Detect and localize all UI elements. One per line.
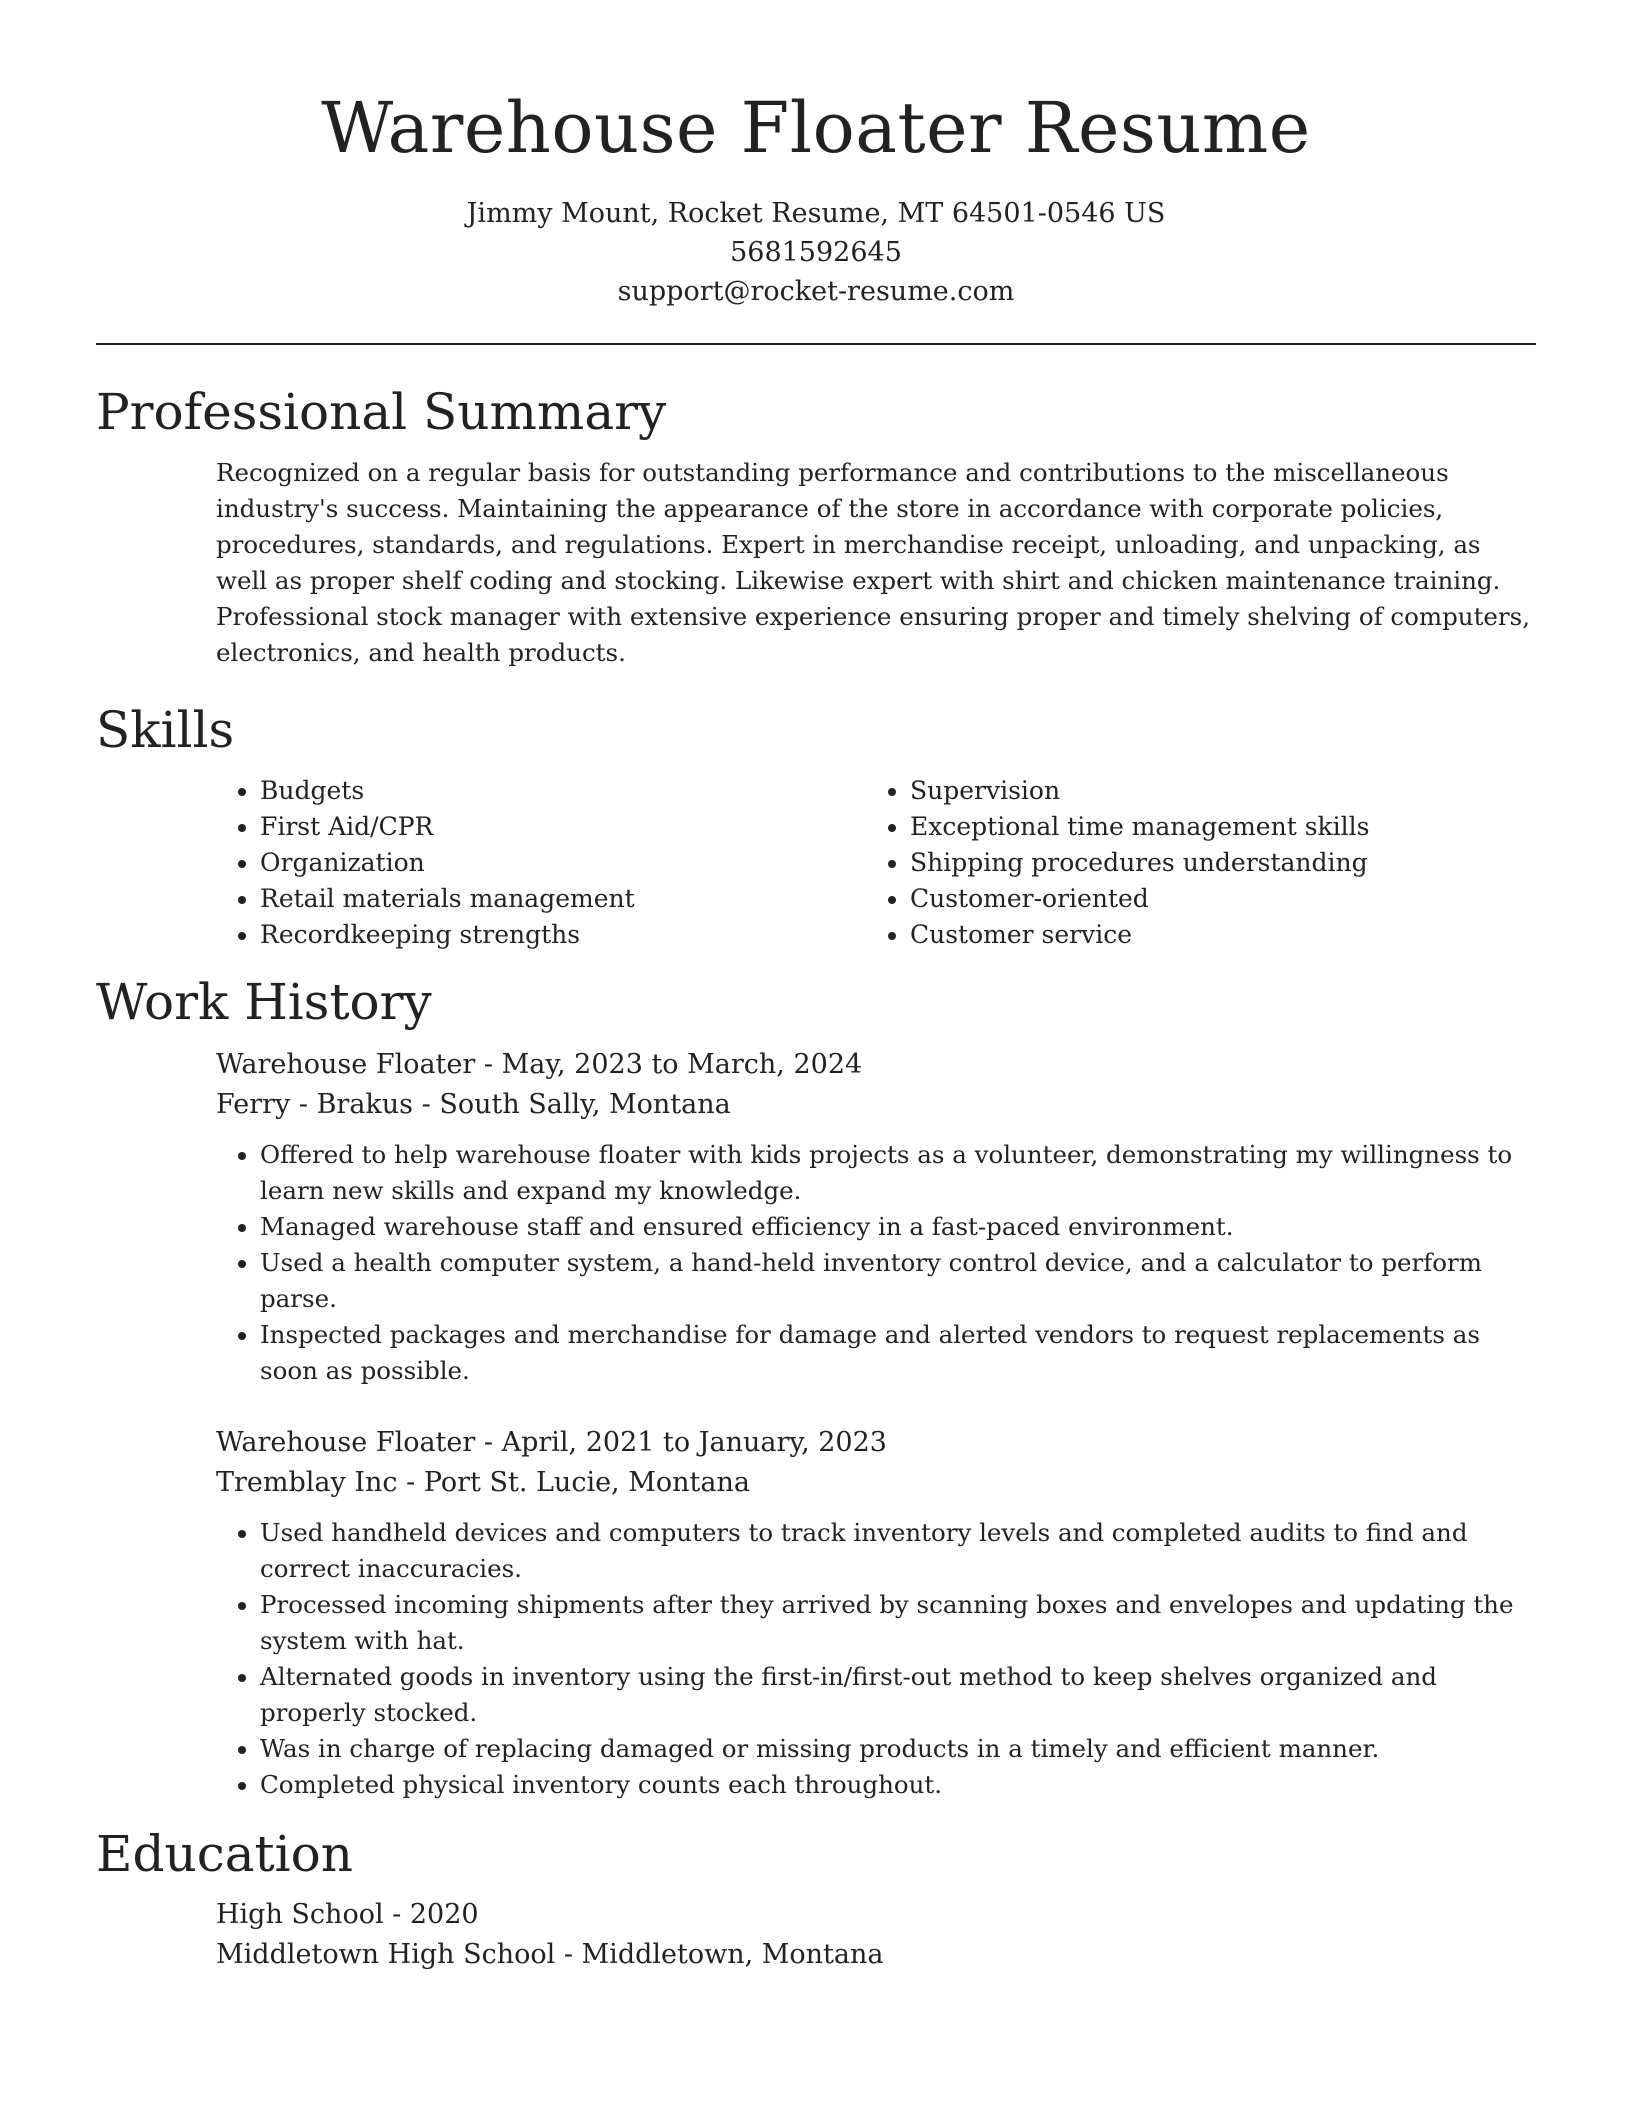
skill-item: • Customer-oriented — [910, 881, 1516, 917]
skill-item: • First Aid/CPR — [260, 809, 866, 845]
contact-phone: 5681592645 — [730, 237, 902, 268]
education-heading: Education — [96, 1825, 353, 1883]
resume-header — [96, 0, 1536, 311]
header-divider — [96, 343, 1536, 345]
job-employer-line — [216, 1463, 1536, 1503]
job-entry — [216, 1423, 1536, 1803]
education-location: - Middletown, Montana — [555, 1939, 884, 1970]
contact-info — [96, 194, 1536, 311]
education-degree-line — [216, 1895, 1536, 1935]
job-bullets — [216, 1137, 1536, 1389]
job-bullet: • Managed warehouse staff and ensured efficiency in a fast-paced environment. — [260, 1209, 1536, 1245]
skill-item: • Retail materials management — [260, 881, 866, 917]
skill-item: • Supervision — [910, 773, 1516, 809]
job-entry — [216, 1045, 1536, 1389]
education-year: - 2020 — [383, 1899, 479, 1930]
resume-title: Warehouse Floater Resume — [321, 87, 1311, 169]
job-employer: Tremblay Inc — [216, 1467, 398, 1498]
skill-item: • Shipping procedures understanding — [910, 845, 1516, 881]
job-title: Warehouse Floater — [216, 1049, 476, 1080]
job-bullet: • Completed physical inventory counts each throughout. — [260, 1767, 1536, 1803]
skills-list — [216, 773, 1536, 953]
skill-item: • Recordkeeping strengths — [260, 917, 866, 953]
job-title-line — [216, 1423, 1536, 1463]
skills-column-1 — [216, 773, 866, 953]
job-bullet: • Was in charge of replacing damaged or missing products in a timely and efficient manner. — [260, 1731, 1536, 1767]
job-employer-line — [216, 1085, 1536, 1125]
summary-heading: Professional Summary — [96, 383, 667, 441]
job-location: - Port St. Lucie, Montana — [397, 1467, 750, 1498]
job-location: - South Sally, Montana — [413, 1089, 731, 1120]
job-employer: Ferry - Brakus — [216, 1089, 414, 1120]
job-bullet: • Used a health computer system, a hand-held inventory control device, and a calculator to perform parse. — [260, 1245, 1536, 1317]
skill-item: • Customer service — [910, 917, 1516, 953]
skills-heading: Skills — [96, 701, 235, 759]
job-bullet: • Inspected packages and merchandise for damage and alerted vendors to request replacements as soon as possible. — [260, 1317, 1536, 1389]
job-bullet: • Processed incoming shipments after they arrived by scanning boxes and envelopes and updating the system with hat. — [260, 1587, 1536, 1659]
skills-column-2 — [866, 773, 1516, 953]
job-bullets — [216, 1515, 1536, 1803]
skill-item: • Budgets — [260, 773, 866, 809]
education-school: Middletown High School — [216, 1939, 556, 1970]
job-title-line — [216, 1045, 1536, 1085]
contact-email: support@rocket-resume.com — [617, 276, 1015, 307]
education-entry — [216, 1895, 1536, 1975]
contact-address: Jimmy Mount, Rocket Resume, MT 64501-0546 US — [466, 198, 1166, 229]
education-school-line — [216, 1935, 1536, 1975]
education-degree: High School — [216, 1899, 384, 1930]
job-bullet: • Used handheld devices and computers to track inventory levels and completed audits to find and correct inaccuracies. — [260, 1515, 1536, 1587]
work-history-heading: Work History — [96, 973, 432, 1031]
summary-text: Recognized on a regular basis for outstanding performance and contributions to the miscellaneous industry's success. Maintaining the appearance of the store in accordance with corporate policies, procedures, standards, and regulations. Expert in merchandise receipt, unloading, and unpacking, as well as proper shelf coding and stocking. Likewise expert with shirt and chicken maintenance training. Professional stock manager with extensive experience ensuring proper and timely shelving of computers, electronics, and health products. — [216, 458, 1531, 667]
job-bullet: • Offered to help warehouse floater with kids projects as a volunteer, demonstrating my willingness to learn new skills and expand my knowledge. — [260, 1137, 1536, 1209]
skill-item: • Exceptional time management skills — [910, 809, 1516, 845]
skill-item: • Organization — [260, 845, 866, 881]
job-dates: - April, 2021 to January, 2023 — [475, 1427, 887, 1458]
job-dates: - May, 2023 to March, 2024 — [475, 1049, 863, 1080]
job-bullet: • Alternated goods in inventory using the first-in/first-out method to keep shelves organized and properly stocked. — [260, 1659, 1536, 1731]
job-title: Warehouse Floater — [216, 1427, 476, 1458]
